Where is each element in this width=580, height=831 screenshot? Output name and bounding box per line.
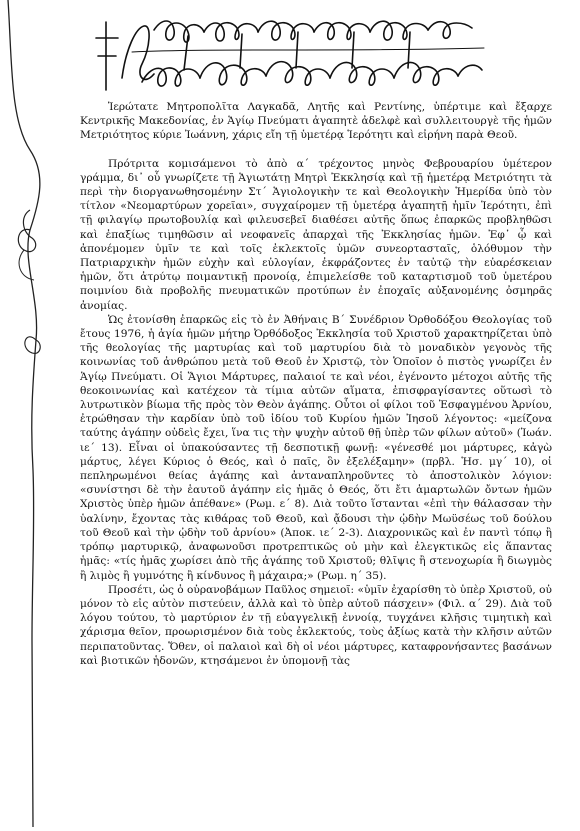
patriarch-signature: [92, 8, 492, 96]
binding-cord: [0, 0, 60, 827]
paragraph-2: Ὡς ἐτονίσθη ἐπαρκῶς εἰς τὸ ἐν Ἀθήναις Β΄ Συνέδριον Ὀρθοδόξου Θεολογίας τοῦ ἔτους 1976, ἡ ἁγία ἡμῶν μήτηρ Ὀρθόδοξος Ἐκκλησία τοῦ Χριστοῦ χαρακτηρίζεται ὑπὸ τῆς θεολογίας τῆς μαρτυρίας καὶ τοῦ μαρτυρίου διὰ τὸ μοναδικὸν γεγονὸς τῆς κοινωνίας τοῦ ἀνθρώπου μετὰ τοῦ Θεοῦ ἐν Χριστῷ, τὸν Ὁποῖον ὁ πιστὸς γνωρίζει ἐν Ἁγίῳ Πνεύματι. Οἱ Ἅγιοι Μάρτυρες, παλαιοί τε καὶ νέοι, ἐγένοντο μέτοχοι αὐτῆς τῆς θεοκοινωνίας καὶ κατέχεον τὰ τίμια αὐτῶν αἵματα, ἐπισφραγίσαντες οὕτωσὶ τὸ λυτρωτικὸν βίωμα τῆς πρὸς τὸν Θεὸν ἀγάπης. Οὗτοι οἱ φίλοι τοῦ Ἐσφαγμένου Ἀρνίου, ἐτρώθησαν τὴν καρδίαν ὑπὸ τοῦ ἰδίου τοῦ Κυρίου ἡμῶν Ἰησοῦ λέγοντος: «μείζονα ταύτης ἀγάπην οὐδεὶς ἔχει, ἵνα τις τὴν ψυχὴν αὐτοῦ θῇ ὑπὲρ τῶν φίλων αὐτοῦ» (Ἰωάν. ιε΄ 13). Εἶναι οἱ ὑπακούσαντες τῇ δεσποτικῇ φωνῇ: «γένεσθέ μοι μάρτυρες, κἀγὼ μάρτυς, λέγει Κύριος ὁ Θεός, καὶ ὁ παῖς, ὃν ἐξελέξαμην» (πρβλ. Ἡσ. μγ΄ 10), οἱ πεπληρωμένοι θείας ἀγάπης καὶ ἀνταναπληροῦντες τὸ ἀποστολικὸν λόγιον: «συνίστησι δὲ τὴν ἑαυτοῦ ἀγάπην εἰς ἡμᾶς ὁ Θεός, ὅτι ἔτι ἁμαρτωλῶν ὄντων ἡμῶν Χριστὸς ὑπὲρ ἡμῶν ἀπέθανε» (Ρωμ. ε΄ 8). Διὰ τοῦτο ἵστανται «ἐπὶ τὴν θάλασσαν τὴν ὑαλίνην, ἔχοντας τὰς κιθάρας τοῦ Θεοῦ, καὶ ᾄδουσι τὴν ᾠδὴν Μωϋσέως τοῦ δούλου τοῦ Θεοῦ καὶ τὴν ᾠδὴν τοῦ ἀρνίου» (Ἀποκ. ιε΄ 2-3). Διαχρονικῶς καὶ ἐν παντὶ τόπῳ ἢ τρόπῳ μαρτυρικῷ, ἀναφωνοῦσι προτρεπτικῶς οὐ μὴν καὶ ἐλεγκτικῶς εἰς ἅπαντας ἡμᾶς: «τίς ἡμᾶς χωρίσει ἀπὸ τῆς ἀγάπης τοῦ Χριστοῦ; θλῖψις ἢ στενοχωρία ἢ διωγμὸς ἢ λιμὸς ἢ γυμνότης ἢ κίνδυνος ἢ μάχαιρα;» (Ρωμ. η΄ 35).: [80, 313, 552, 582]
paragraph-3: Προσέτι, ὡς ὁ οὐρανοβάμων Παῦλος σημειοῖ: «ὑμῖν ἐχαρίσθη τὸ ὑπὲρ Χριστοῦ, οὐ μόνον τὸ εἰς αὐτὸν πιστεύειν, ἀλλὰ καὶ τὸ ὑπὲρ αὐτοῦ πάσχειν» (Φιλ. α΄ 29). Διὰ τοῦ λόγου τούτου, τὸ μαρτύριον ἐν τῇ εὐαγγελικῇ ἐννοίᾳ, τυγχάνει κλῆσις τιμητικὴ καὶ χάρισμα θεῖον, προωρισμένον διὰ τοὺς ἐκλεκτούς, τοὺς ἀξίως κατὰ τὴν κλῆσιν αὐτῶν περιπατοῦντας. Ὅθεν, οἱ παλαιοὶ καὶ δὴ οἱ νέοι μάρτυρες, καταφρονήσαντες βασάνων καὶ βιοτικῶν ἡδονῶν, κτησάμενοι ἐν ὑπομονῇ τὰς: [80, 583, 552, 667]
letter-address: Ἱερώτατε Μητροπολῖτα Λαγκαδᾶ, Λητῆς καὶ Ρεντίνης, ὑπέρτιμε καὶ ἔξαρχε Κεντρικῆς Μακεδονίας, ἐν Ἁγίῳ Πνεύματι ἀγαπητὲ ἀδελφὲ καὶ συλλειτουργὲ τῆς ἡμῶν Μετριότητος κύριε Ἰωάννη, χάρις εἴη τῇ ὑμετέρᾳ Ἱερότητι καὶ εἰρήνη παρὰ Θεοῦ.: [80, 101, 552, 142]
letter-body: [80, 100, 552, 668]
paragraph-1: Πρότριτα κομισάμενοι τὸ ἀπὸ α΄ τρέχοντος μηνὸς Φεβρουαρίου ὑμέτερον γράμμα, δι᾽ οὗ γνωρίζετε τῇ Ἁγιωτάτῃ Μητρὶ Ἐκκλησίᾳ καὶ τῇ ἡμετέρᾳ Μετριότητι τὰ περὶ τὴν διοργανωθησομένην Στ΄ Ἁγιολογικὴν τε καὶ Θεολογικὴν Ἡμερίδα ὑπὸ τὸν τίτλον «Νεομαρτύρων χορεῖαι», συγχαίρομεν τῇ ὑμετέρᾳ ἀγαπητῇ ἡμῖν Ἱερότητι, ἐπὶ τῇ φιλαγίῳ πρωτοβουλίᾳ καὶ φιλευσεβεῖ διαθέσει αὐτῆς ὅπως ἐπαρκῶς προβληθῶσι καὶ ἐπαξίως τιμηθῶσιν αἱ νεοφανεῖς ἀπαρχαὶ τῆς Ἐκκλησίας ἡμῶν. Ἐφ᾽ ᾧ καὶ ἀπονέμομεν ὑμῖν τε καὶ τοῖς ἐκλεκτοῖς ὑμῶν συνεορτασταῖς, ὁλόθυμον τὴν Πατριαρχικὴν ἡμῶν εὐχὴν καὶ εὐλογίαν, ἐκφράζοντες ἐν ταὐτῷ τὴν εὐαρέσκειαν ἡμῶν, ὅτι ἀτρύτῳ ποιμαντικῇ προνοίᾳ, ἐπιμελείσθε τοῦ καταρτισμοῦ τοῦ ὑμετέρου ποιμνίου διὰ προβολῆς πνευματικῶν προτύπων ἐν ἐποχαῖς αὐξανομένης ὀσμηρᾶς ἀνομίας.: [80, 157, 552, 312]
